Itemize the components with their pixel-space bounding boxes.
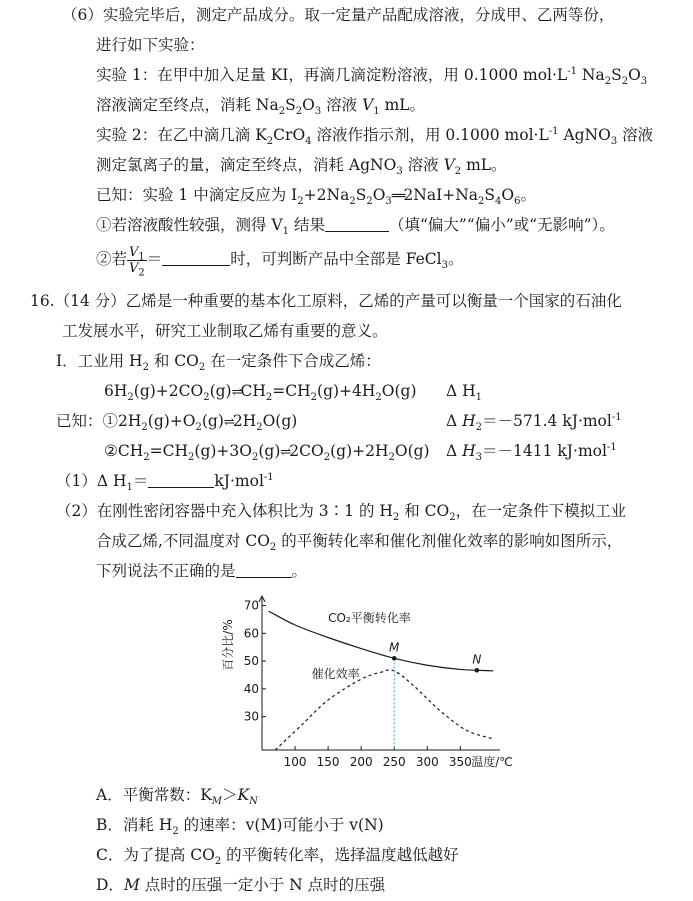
point-m [392, 656, 397, 661]
series-label-conversion: CO₂平衡转化率 [328, 611, 411, 626]
y-tick-label: 50 [243, 654, 259, 669]
q16-head2: 工发展水平，研究工业制取乙烯有重要的意义。 [62, 322, 388, 340]
eq-main-dh: Δ $H_1$ [446, 382, 483, 404]
y-tick-label: 60 [243, 626, 259, 641]
q16-a1: （1）Δ $H_1= kJ\cdot mol^{-1}$ [56, 471, 274, 494]
x-tick-label: 100 [283, 755, 307, 769]
q6-known: 已知：实验 1 中滴定反应为 $I_2+2Na_2S_2O_3══2NaI+Na_2S_4O_6$。 [96, 186, 537, 208]
x-tick-label: 200 [349, 755, 373, 769]
q6-sub2: ②若 $\frac{V_1}{V_2}$ ＝ 时，可判断产品中全部是 FeCl$_3$。 [96, 244, 464, 279]
option-c: C．为了提高 $CO_2$ 的平衡转化率，选择温度越低越好 [96, 846, 459, 868]
q16-head: 16.（14 分）乙烯是一种重要的基本化工原料，乙烯的产量可以衡量一个国家的石油化 [30, 292, 622, 310]
x-tick-label: 300 [415, 755, 439, 769]
q6-exp2: 实验 2：在乙中滴几滴 $K_2CrO_4$ 溶液作指示剂，用 0.1000 $mol\cdot L^{-1}$ AgNO$_3$ 溶液 [96, 125, 654, 148]
q6-exp1-b: 溶液滴定至终点，消耗 $Na_2S_2O_3$ 溶液 $V_1$ mL。 [96, 96, 426, 118]
y-tick-label: 30 [243, 709, 259, 724]
chart [208, 592, 513, 782]
eq-known-2: $②CH_2=CH_2(g)+3O_2(g)\rightleftharpoons 2CO_2(g)+2H_2O(g)$ [104, 442, 430, 464]
q16-part1: I．工业用 $H_2$ 和 $CO_2$ 在一定条件下合成乙烯： [56, 352, 381, 374]
x-axis-label: 温度/℃ [471, 755, 513, 769]
option-b: B．消耗 $H_2$ 的速率：v(M)可能小于 v(N) [96, 816, 384, 838]
eq-known-2-dh: Δ $H_3=-1411$ kJ·mol$^{-1}$ [446, 441, 617, 464]
series-efficiency-line [275, 670, 493, 750]
x-tick-label: 350 [448, 755, 472, 769]
q6-intro2: 进行如下实验： [96, 36, 205, 54]
q16-a2-l1: （2）在刚性密闭容器中充入体积比为 3∶1 的 $H_2$ 和 $CO_2$，在一定条件下模拟工业 [56, 502, 627, 524]
y-tick-label: 40 [243, 681, 259, 696]
x-tick-label: 250 [382, 755, 406, 769]
q6-sub1: ①若溶液酸性较强，测得 $V_1$ 结果 （填“偏大”“偏小”或“无影响”）。 [96, 216, 615, 238]
point-label-n: N [472, 652, 482, 667]
q6-intro: （6）实验完毕后，测定产品成分。取一定量产品配成溶液，分成甲、乙两等份， [62, 6, 615, 24]
series-label-efficiency: 催化效率 [311, 666, 360, 681]
q6-exp2-b: 测定氯离子的量，滴定至终点，消耗 AgNO$_3$ 溶液 $V_2$ mL。 [96, 156, 507, 178]
x-tick-label: 150 [316, 755, 340, 769]
eq-known-1-dh: Δ $H_2=-571.4$ kJ·mol$^{-1}$ [446, 411, 622, 434]
eq-main: $6H_2(g)+2CO_2(g)\rightleftharpoons CH_2=CH_2(g)+4H_2O(g)$ [104, 382, 417, 404]
q6-exp1: 实验 1：在甲中加入足量 KI，再滴几滴淀粉溶液，用 0.1000 $mol\cdot L^{-1}$ $Na_2S_2O_3$ [96, 65, 648, 88]
point-n [475, 668, 480, 673]
y-tick-label: 70 [243, 598, 259, 613]
y-axis-label: 百分比/% [221, 619, 235, 671]
point-label-m: M [389, 640, 400, 655]
option-a: A．平衡常数：$K_M>K_N$ [96, 786, 258, 808]
q16-a2-l2: 合成乙烯,不同温度对 $CO_2$ 的平衡转化率和催化剂催化效率的影响如图所示， [96, 532, 623, 554]
q16-a2-l3: 下列说法不正确的是 。 [96, 562, 308, 580]
option-d: D．M 点时的压强一定小于 N 点时的压强 [96, 876, 386, 894]
eq-known-1: 已知：$①2H_2(g)+O_2(g)\rightleftharpoons 2H_2O(g)$ [56, 412, 298, 434]
